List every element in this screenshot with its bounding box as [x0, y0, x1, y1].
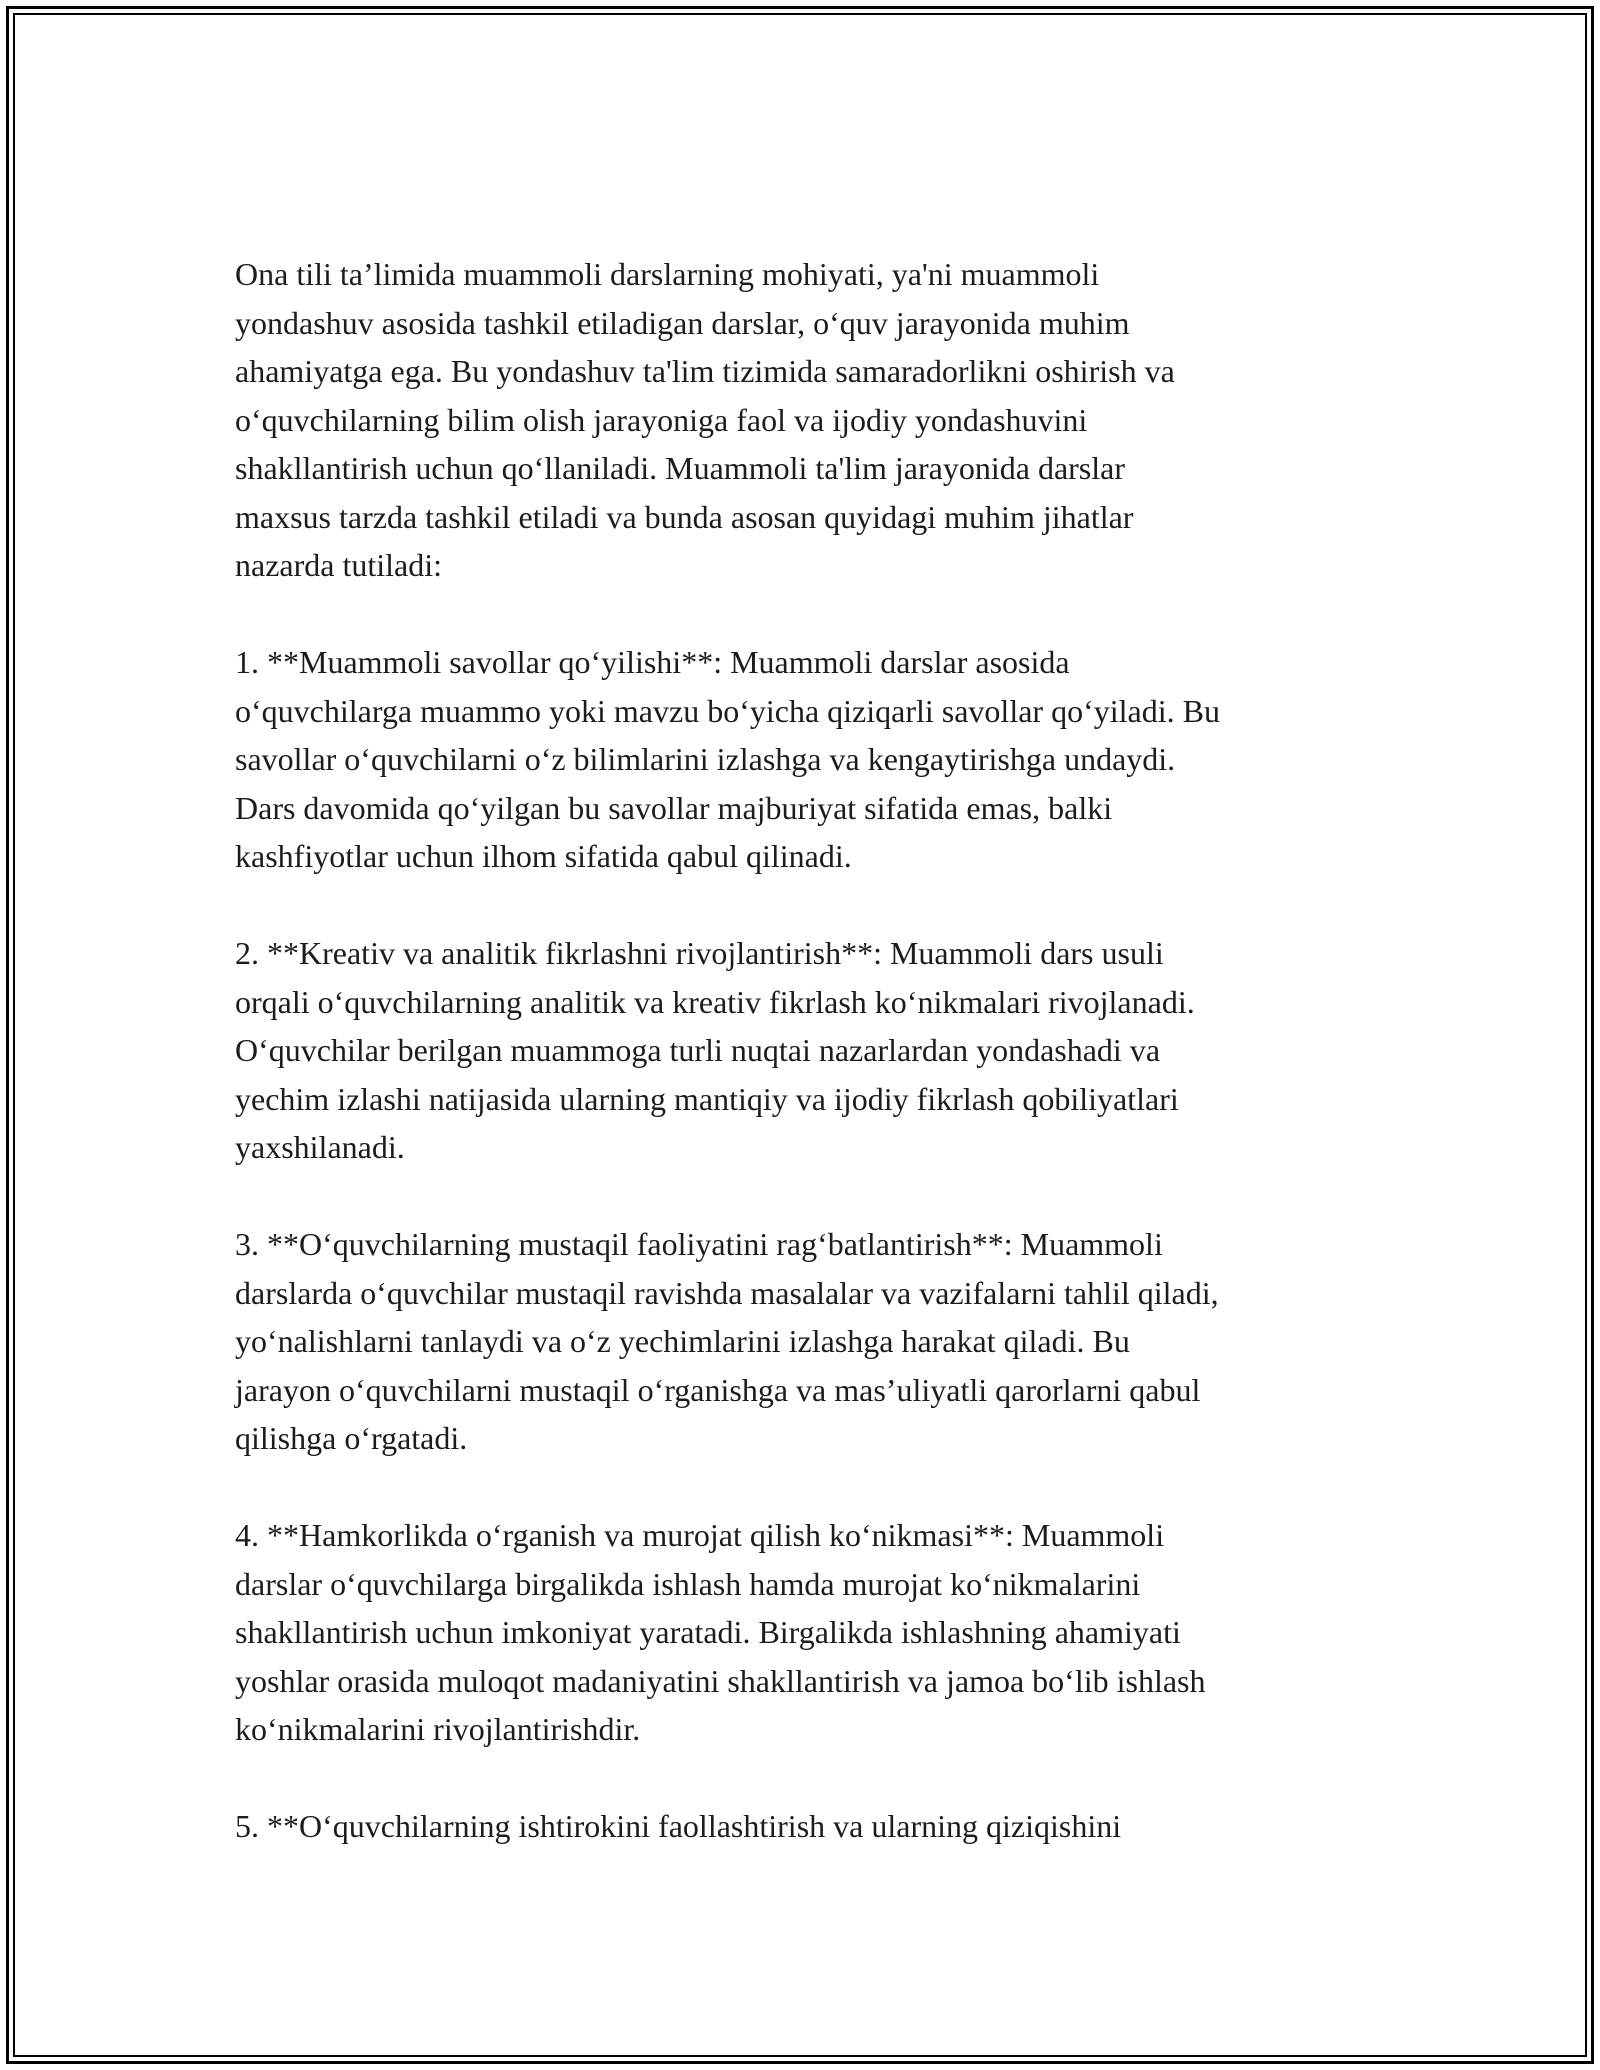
text-line: jarayon o‘quvchilarni mustaqil o‘rganishga va mas’uliyatli qarorlarni qabul [235, 1371, 1201, 1408]
text-line: yo‘nalishlarni tanlaydi va o‘z yechimlarini izlashga harakat qiladi. Bu [235, 1323, 1130, 1359]
text-line: kashfiyotlar uchun ilhom sifatida qabul qilinadi. [235, 838, 852, 874]
text-line: qilishga o‘rgatadi. [235, 1420, 468, 1456]
list-item-1 [235, 638, 1375, 881]
text-line: ko‘nikmalarini rivojlantirishdir. [235, 1711, 641, 1747]
text-line: 5. **O‘quvchilarning ishtirokini faollashtirish va ularning qiziqishini [235, 1808, 1122, 1844]
text-line: o‘quvchilarga muammo yoki mavzu bo‘yicha qiziqarli savollar qo‘yiladi. Bu [235, 692, 1220, 729]
text-line: ahamiyatga ega. Bu yondashuv ta'lim tizimida samaradorlikni oshirish va [235, 353, 1175, 389]
text-line: yoshlar orasida muloqot madaniyatini shakllantirish va jamoa bo‘lib ishlash [235, 1662, 1206, 1699]
text-line: shakllantirish uchun imkoniyat yaratadi. Birgalikda ishlashning ahamiyati [235, 1614, 1181, 1650]
text-line: yechim izlashi natijasida ularning mantiqiy va ijodiy fikrlash qobiliyatlari [235, 1080, 1179, 1117]
text-line: darslar o‘quvchilarga birgalikda ishlash hamda murojat ko‘nikmalarini [235, 1565, 1141, 1602]
text-line: maxsus tarzda tashkil etiladi va bunda asosan quyidagi muhim jihatlar [235, 498, 1134, 535]
text-line: shakllantirish uchun qo‘llaniladi. Muammoli ta'lim jarayonida darslar [235, 450, 1125, 486]
text-line: darslarda o‘quvchilar mustaqil ravishda masalalar va vazifalarni tahlil qiladi, [235, 1274, 1219, 1311]
text-line: O‘quvchilar berilgan muammoga turli nuqtai nazarlardan yondashadi va [235, 1032, 1161, 1068]
list-item-4 [235, 1511, 1375, 1754]
text-line: orqali o‘quvchilarning analitik va kreativ fikrlash ko‘nikmalari rivojlanadi. [235, 983, 1195, 1020]
text-line: Dars davomida qo‘yilgan bu savollar majburiyat sifatida emas, balki [235, 789, 1113, 826]
text-line: o‘quvchilarning bilim olish jarayoniga faol va ijodiy yondashuvini [235, 401, 1088, 438]
text-line: 1. **Muammoli savollar qo‘yilishi**: Muammoli darslar asosida [235, 644, 1070, 680]
paragraph-intro [235, 250, 1375, 590]
list-item-5 [235, 1802, 1375, 1851]
text-line: yondashuv asosida tashkil etiladigan darslar, o‘quv jarayonida muhim [235, 304, 1130, 341]
text-line: Ona tili ta’limida muammoli darslarning mohiyati, ya'ni muammoli [235, 256, 1100, 292]
text-line: 2. **Kreativ va analitik fikrlashni rivojlantirish**: Muammoli dars usuli [235, 935, 1164, 971]
list-item-2 [235, 929, 1375, 1172]
text-line: savollar o‘quvchilarni o‘z bilimlarini izlashga va kengaytirishga undaydi. [235, 741, 1176, 777]
text-line: yaxshilanadi. [235, 1129, 405, 1165]
text-line: 4. **Hamkorlikda o‘rganish va murojat qilish ko‘nikmasi**: Muammoli [235, 1517, 1165, 1553]
text-line: 3. **O‘quvchilarning mustaqil faoliyatini rag‘batlantirish**: Muammoli [235, 1226, 1163, 1262]
text-line: nazarda tutiladi: [235, 547, 443, 583]
document-body [235, 250, 1375, 1899]
list-item-3 [235, 1220, 1375, 1463]
